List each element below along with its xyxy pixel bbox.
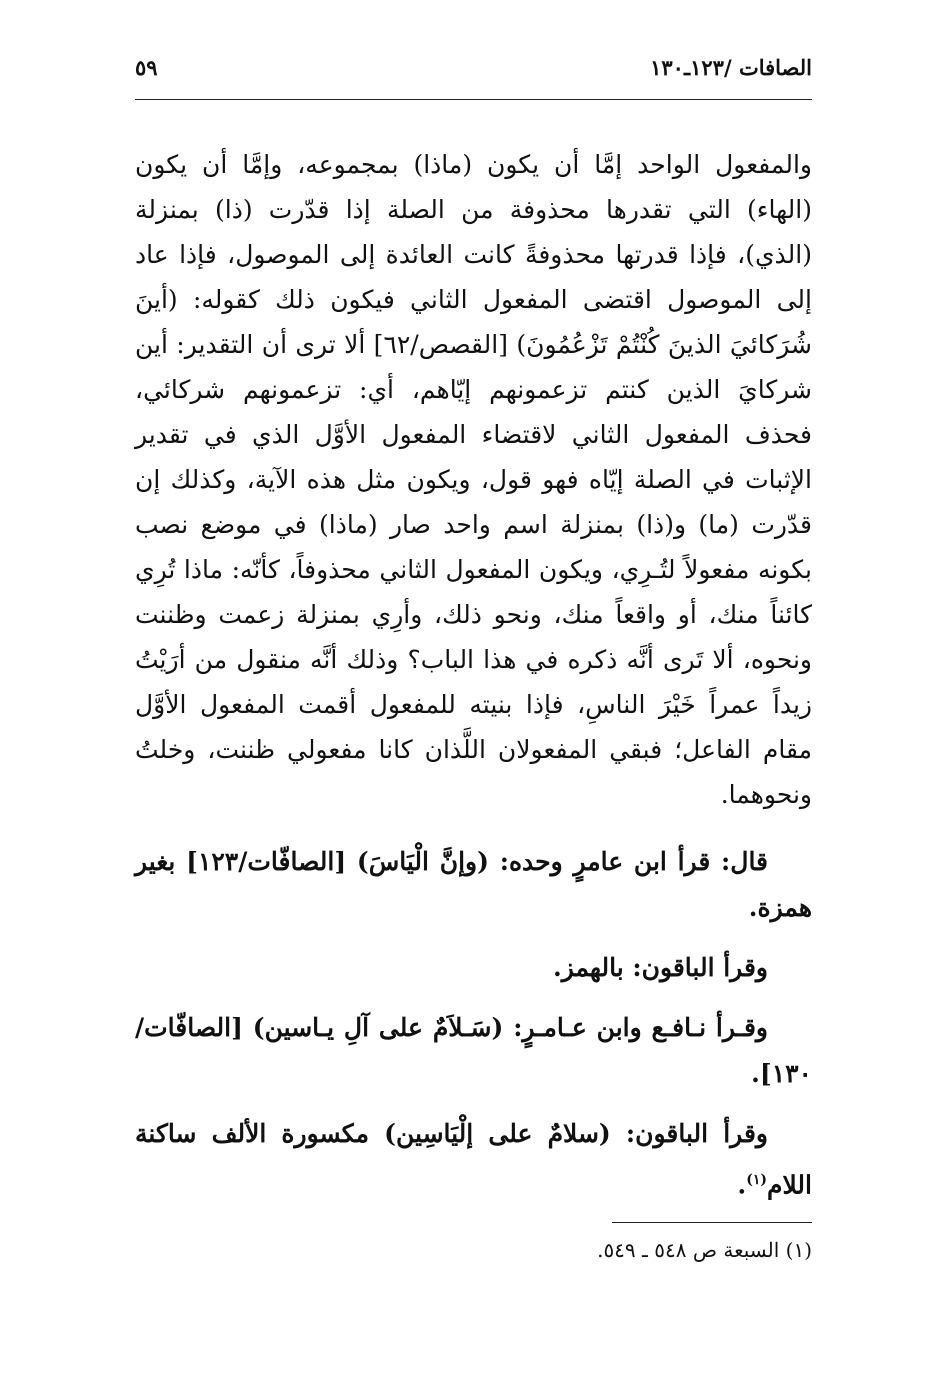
qiraat-line (135, 1111, 812, 1208)
footnote: (١) السبعة ص ٥٤٨ ـ ٥٤٩. (597, 1238, 812, 1263)
page-header (135, 55, 812, 93)
qiraat-line: وقـرأ نـافـع وابن عـامـرٍ: (سَـلاَمٌ على آلِ يـاسين) [الصافّات/١٣٠]. (135, 1013, 812, 1088)
running-title: الصافات /١٢٣ـ١٣٠ (650, 55, 812, 80)
body-paragraph: والمفعول الواحد إمَّا أن يكون (ماذا) بمجموعه، وإمَّا أن يكون (الهاء) التي تقدرها محذوفة من الصلة إذا قدّرت (ذا) بمنزلة (الذي)، فإذا قدرتها محذوفةً كانت العائدة إلى الموصول، فإذا عاد إلى الموصول اقتضى المفعول الثاني فيكون ذلك كقوله: (أينَ شُرَكائيَ الذينَ كُنْتُمْ تَزْعُمُونَ) [القصص/٦٢] ألا ترى أن التقدير: أين شركايَ الذين كنتم تزعمونهم إيّاهم، أي: تزعمونهم شركائي، فحذف المفعول الثاني لاقتضاء المفعول الأوَّل الذي في تقدير الإثبات في الصلة إيّاه فهو قول، ويكون مثل هذه الآية، وكذلك إن قدّرت (ما) و(ذا) بمنزلة اسم واحد صار (ماذا) في موضع نصب بكونه مفعولاً لتُـرِي، ويكون المفعول الثاني محذوفاً، كأنّه: ماذا تُرِي كائناً منك، أو واقعاً منك، ونحو ذلك، وأرِي بمنزلة زعمت وظننت ونحوه، ألا تَرى أنَّه ذكره في هذا الباب؟ وذلك أنَّه منقول من أرَيْتُ زيداً عمراً خَيْرَ الناسِ، فإذا بنيته للمفعول أقمت المفعول الأوَّل مقام الفاعل؛ فبقي المفعولان اللَّذان كانا مفعولي ظننت، وخلتُ ونحوهما. (135, 150, 812, 809)
body-text (135, 142, 812, 817)
document-page (135, 55, 812, 1265)
qiraat-section (135, 839, 812, 1208)
qiraat-line: وقرأ الباقون: بالهمز. (552, 953, 768, 982)
footnote-rule (612, 1222, 812, 1223)
header-rule (135, 99, 812, 100)
qiraat-line-text: وقرأ الباقون: (سلامٌ على إلْيَاسِين) مكسورة الألف ساكنة اللام (135, 1119, 812, 1200)
page-number: ٥٩ (135, 55, 158, 80)
footnote-marker: (١) (746, 1172, 768, 1188)
qiraat-line: قال: قرأ ابن عامرٍ وحده: (وإنَّ الْيَاسَ) [الصافّات/١٢٣] بغير همزة. (135, 847, 812, 922)
qiraat-line-end: . (737, 1170, 747, 1200)
